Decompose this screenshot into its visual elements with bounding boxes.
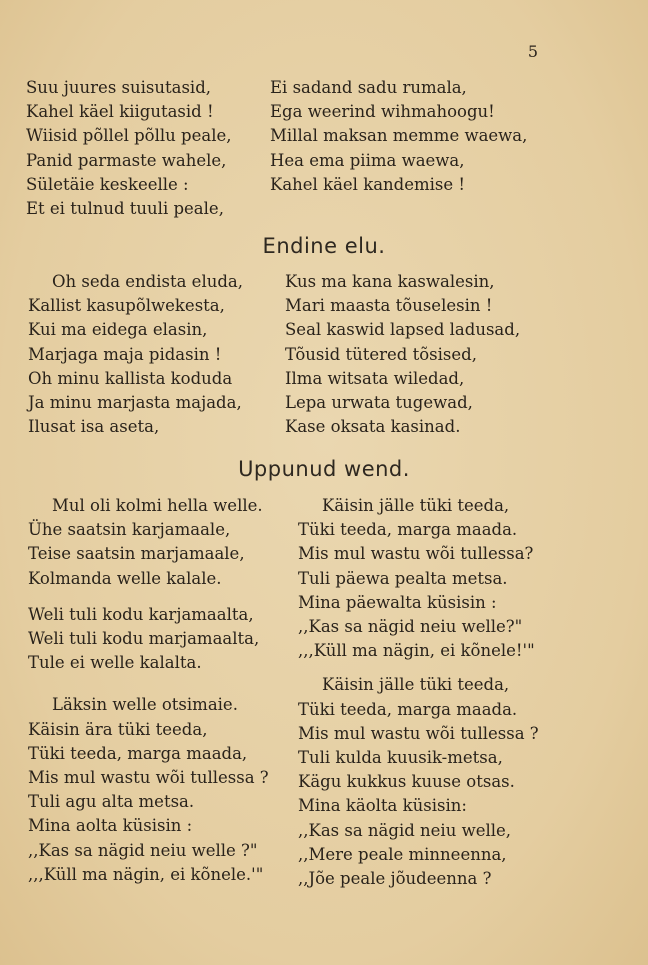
verse-line: Tule ei welle kalalta. xyxy=(28,653,202,673)
verse-line: Mis mul wastu wõi tullessa ? xyxy=(298,723,539,743)
poem3-left-column xyxy=(28,494,269,887)
verse-line: Suu juures suisutasid, xyxy=(26,78,212,97)
stanza-gap xyxy=(28,675,269,693)
verse-line: Mul oli kolmi hella welle. xyxy=(52,496,263,515)
poem2-right-column xyxy=(285,270,520,439)
verse-line: Mis mul wastu wõi tullessa? xyxy=(298,544,534,564)
verse-line: Ei sadand sadu rumala, xyxy=(270,78,467,97)
verse-line: Kui ma eidega elasin, xyxy=(28,320,208,340)
verse-line: Tüki teeda, marga maada. xyxy=(298,520,518,540)
verse-line: Ilma witsata wiledad, xyxy=(285,368,465,388)
stanza-gap xyxy=(298,663,539,673)
verse-line: Et ei tulnud tuuli peale, xyxy=(26,199,224,219)
verse-line: Kolmanda welle kalale. xyxy=(28,568,222,588)
verse-line: ,,Jõe peale jõudeenna ? xyxy=(298,869,492,889)
verse-line: Panid parmaste wahele, xyxy=(26,150,227,170)
verse-line: Ega weerind wihmahoogu! xyxy=(270,102,495,122)
verse-line: Käisin jälle tüki teeda, xyxy=(322,675,510,695)
verse-line: Ja minu marjasta majada, xyxy=(28,393,242,413)
verse-line: Kallist kasupõlwekesta, xyxy=(28,296,225,316)
verse-line: Tõusid tütered tõsised, xyxy=(285,344,477,364)
poem2-title: Endine elu. xyxy=(262,234,386,258)
verse-line: Mina päewalta küsisin : xyxy=(298,592,497,612)
verse-line: ,,Kas sa nägid neiu welle, xyxy=(298,820,512,840)
verse-line: Seal kaswid lapsed ladusad, xyxy=(285,320,521,340)
verse-line: Wiisid põllel põllu peale, xyxy=(26,126,232,146)
verse-line: Millal maksan memme waewa, xyxy=(270,126,528,146)
verse-line: Ühe saatsin karjamaale, xyxy=(28,520,231,540)
verse-line: Hea ema piima waewa, xyxy=(270,150,465,170)
verse-line: Mari maasta tõuselesin ! xyxy=(285,296,493,316)
verse-line: ,,,Küll ma nägin, ei kõnele!'" xyxy=(298,641,535,661)
verse-line: Kahel käel kiigutasid ! xyxy=(26,102,214,122)
page-number: 5 xyxy=(527,42,538,61)
stanza-gap xyxy=(28,591,269,603)
poem3-right-column xyxy=(298,494,539,891)
poem3-title: Uppunud wend. xyxy=(238,457,410,481)
verse-line: ,,Mere peale minneenna, xyxy=(298,844,507,864)
verse-line: ,,,Küll ma nägin, ei kõnele.'" xyxy=(28,864,264,884)
verse-line: ,,Kas sa nägid neiu welle ?" xyxy=(28,840,258,860)
verse-line: Weli tuli kodu karjamaalta, xyxy=(28,604,254,624)
verse-line: Marjaga maja pidasin ! xyxy=(28,344,222,364)
verse-line: Oh minu kallista koduda xyxy=(28,368,233,388)
verse-line: Kase oksata kasinad. xyxy=(285,417,461,437)
poem1-right-column xyxy=(270,76,527,197)
verse-line: Tüki teeda, marga maada, xyxy=(28,743,248,763)
verse-line: Teise saatsin marjamaale, xyxy=(28,544,245,564)
verse-line: Sületäie keskeelle : xyxy=(26,174,189,194)
verse-line: Mina aolta küsisin : xyxy=(28,816,193,836)
verse-line: Lepa urwata tugewad, xyxy=(285,393,473,413)
poem2-left-column xyxy=(28,270,243,439)
verse-line: Käisin jälle tüki teeda, xyxy=(322,496,510,515)
verse-line: Mis mul wastu wõi tullessa ? xyxy=(28,768,269,788)
verse-line: Mina käolta küsisin: xyxy=(298,796,467,816)
poem1-left-column xyxy=(26,76,232,221)
verse-line: Kahel käel kandemise ! xyxy=(270,174,466,194)
verse-line: Kus ma kana kaswalesin, xyxy=(285,272,495,291)
verse-line: Tuli agu alta metsa. xyxy=(28,792,195,812)
verse-line: Weli tuli kodu marjamaalta, xyxy=(28,629,260,649)
verse-line: Ilusat isa aseta, xyxy=(28,417,160,437)
verse-line: Tuli kulda kuusik-metsa, xyxy=(298,748,503,768)
verse-line: Läksin welle otsimaie. xyxy=(52,695,238,715)
verse-line: Tuli päewa pealta metsa. xyxy=(298,568,508,588)
verse-line: Kägu kukkus kuuse otsas. xyxy=(298,772,515,792)
verse-line: Käisin ära tüki teeda, xyxy=(28,719,208,739)
verse-line: ,,Kas sa nägid neiu welle?" xyxy=(298,617,523,637)
verse-line: Oh seda endista eluda, xyxy=(52,272,243,291)
verse-line: Tüki teeda, marga maada. xyxy=(298,699,518,719)
